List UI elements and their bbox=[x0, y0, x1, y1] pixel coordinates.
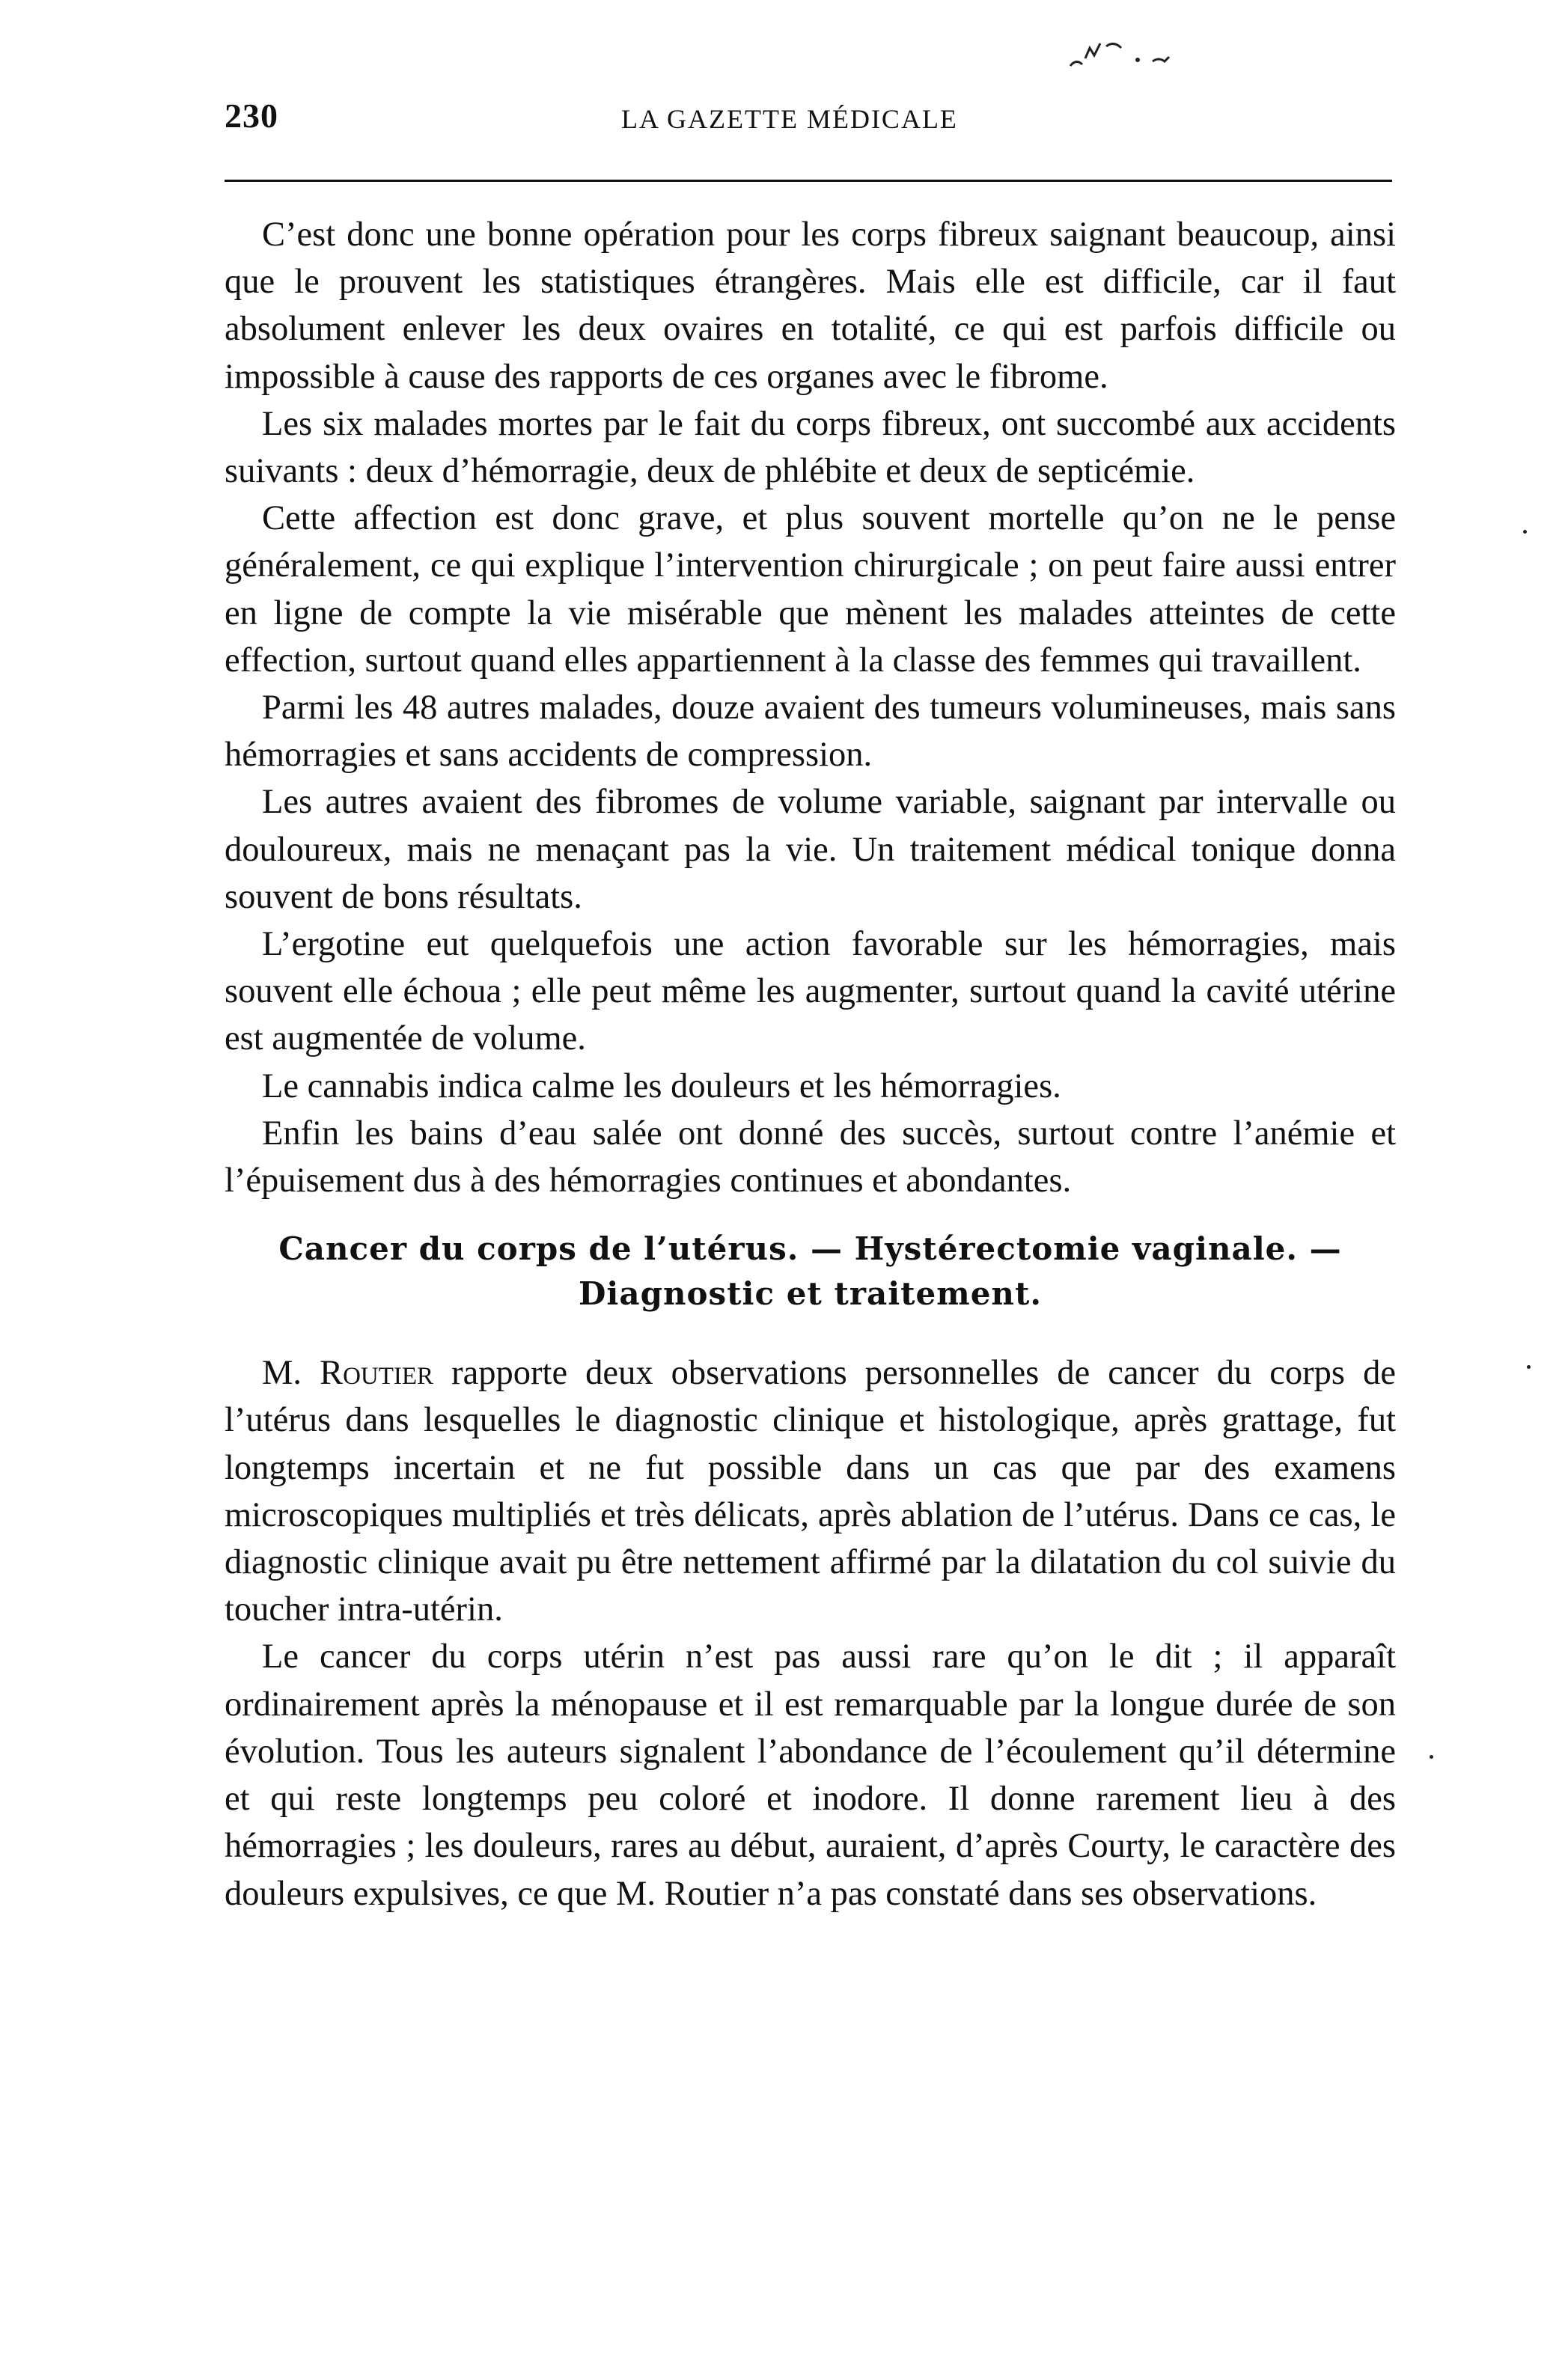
ink-smudge-mark bbox=[1063, 30, 1183, 75]
author-name: Routier bbox=[320, 1354, 434, 1393]
paragraph-text: rapporte deux observations personnelles de cancer du corps de l’utérus dans lesquelles le diagnostic clinique et histologique, après grattage, fut longtemps incertain et ne fut possible dans un cas que par des examens microscopiques multipliés et très délicats, après ablation de l’utérus. Dans ce cas, le diagnostic clinique avait pu être nettement affirmé par la dilatation du col suivie du toucher intra-utérin. bbox=[225, 1354, 1396, 1629]
running-title: LA GAZETTE MÉDICALE bbox=[621, 104, 958, 134]
paragraph: Parmi les 48 autres malades, douze avaient des tumeurs volumineuses, mais sans hémorragies et sans accidents de compression. bbox=[225, 689, 1396, 775]
paragraph: Le cancer du corps utérin n’est pas aussi rare qu’on le dit ; il apparaît ordinairement après la ménopause et il est remarquable par la longue durée de son évolution. Tous les auteurs signalent l’abondance de l’écoulement qu’il détermine et qui reste longtemps peu coloré et inodore. Il donne rarement lieu à des hémorragies ; les douleurs, rares au début, auraient, d’après Courty, le caractère des douleurs expulsives, ce que M. Routier n’a pas constaté dans ses observations. bbox=[225, 1638, 1396, 1913]
article-body bbox=[225, 211, 1396, 1917]
author-prefix: M. bbox=[262, 1354, 320, 1393]
paragraph: Les autres avaient des fibromes de volume variable, saignant par intervalle ou douloureux, mais ne menaçant pas la vie. Un traitement médical tonique donna souvent de bons résultats. bbox=[225, 783, 1396, 916]
paragraph bbox=[225, 1349, 1396, 1633]
stray-dot bbox=[1430, 1755, 1433, 1759]
header-rule bbox=[225, 180, 1392, 182]
page-header bbox=[225, 96, 1392, 141]
paragraph: Le cannabis indica calme les douleurs et les hémorragies. bbox=[262, 1066, 1061, 1105]
page-number: 230 bbox=[225, 97, 278, 135]
section-heading: Cancer du corps de l’utérus. — Hystérectomie vaginale. — Diagnostic et traitement. bbox=[278, 1230, 1342, 1313]
paragraph: C’est donc une bonne opération pour les corps fibreux saignant beaucoup, ainsi que le prouvent les statistiques étrangères. Mais elle est difficile, car il faut absolument enlever les deux ovaires en totalité, ce qui est parfois difficile ou impossible à cause des rapports de ces organes avec le fibrome. bbox=[225, 216, 1396, 396]
paragraph: Enfin les bains d’eau salée ont donné des succès, surtout contre l’anémie et l’épuisement dus à des hémorragies continues et abondantes. bbox=[225, 1114, 1396, 1200]
paragraph: Les six malades mortes par le fait du corps fibreux, ont succombé aux accidents suivants : deux d’hémorragie, deux de phlébite et deux de septicémie. bbox=[225, 404, 1396, 491]
stray-dot bbox=[1523, 530, 1527, 534]
paragraph: L’ergotine eut quelquefois une action favorable sur les hémorragies, mais souvent elle échoua ; elle peut même les augmenter, surtout quand la cavité utérine est augmentée de volume. bbox=[225, 925, 1396, 1058]
stray-dot bbox=[1527, 1365, 1531, 1369]
paragraph: Cette affection est donc grave, et plus souvent mortelle qu’on ne le pense généralement, ce qui explique l’intervention chirurgicale ; on peut faire aussi entrer en ligne de compte la vie misérable que mènent les malades atteintes de cette effection, surtout quand elles appartiennent à la classe des femmes qui travaillent. bbox=[225, 499, 1396, 680]
